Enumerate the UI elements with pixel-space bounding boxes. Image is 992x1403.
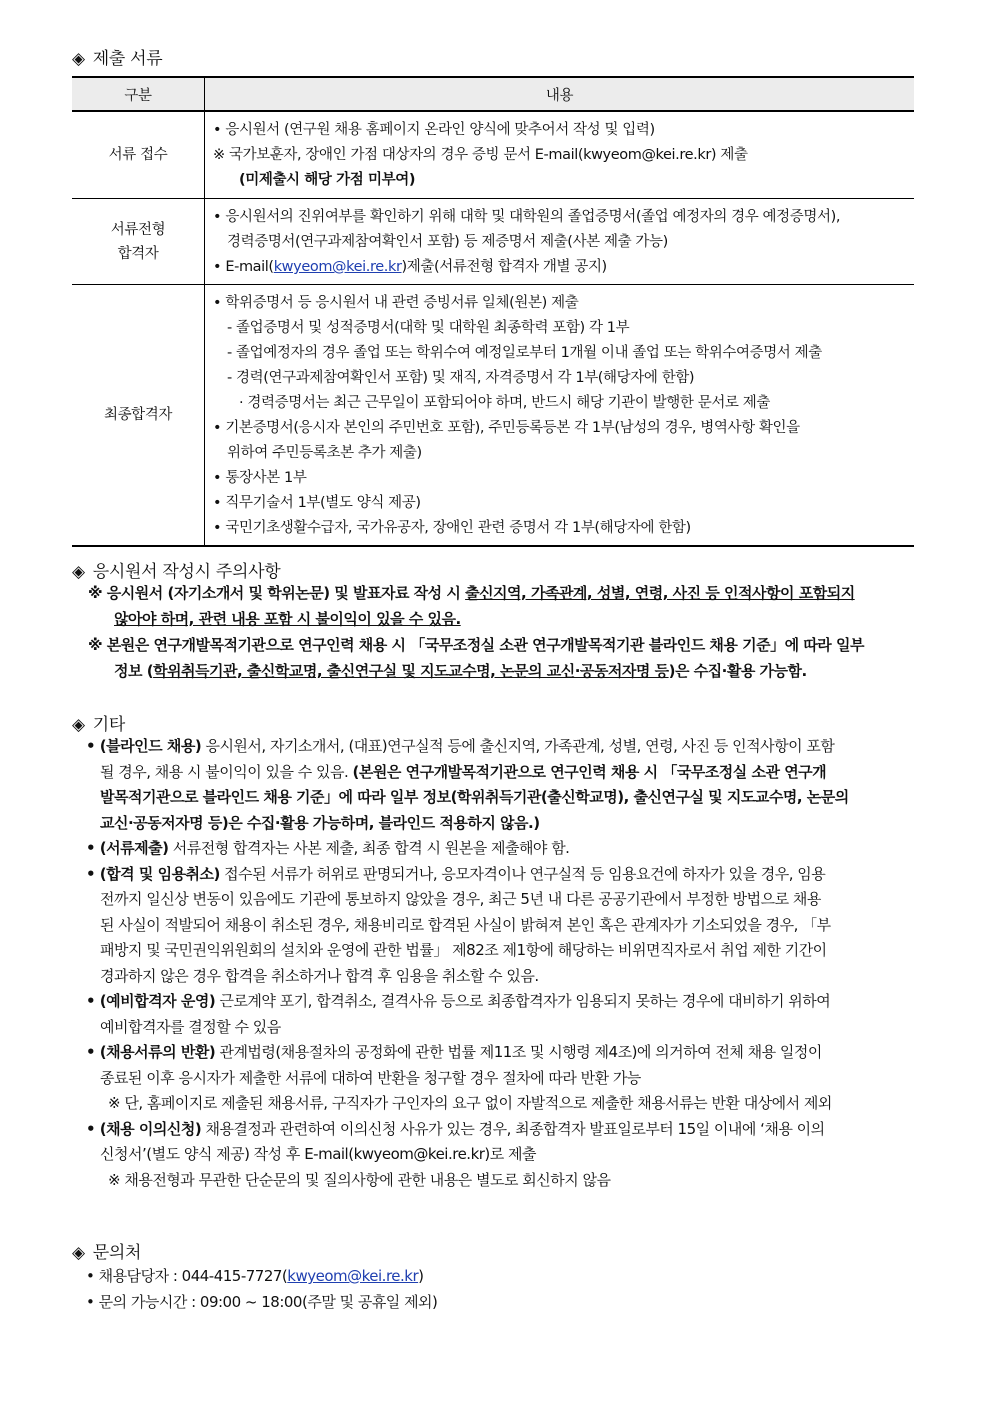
table-header-row: [72, 77, 914, 111]
row-text: )제출(서류전형 합격자 개별 공지): [401, 259, 607, 275]
etc-bold: 발목적기관으로 블라인드 채용 기준」에 따라 일부 정보(학위취득기관(출신학교명), 출신연구실 및 지도교수명, 논문의: [100, 788, 849, 806]
etc-line: [86, 760, 926, 786]
row-line: • 직무기술서 1부(별도 양식 제공): [213, 495, 421, 511]
contact-email-link[interactable]: kwyeom@kei.re.kr: [287, 1267, 419, 1285]
etc-line: [86, 913, 926, 939]
section-title-text: 기타: [92, 715, 126, 735]
row-category: 최종합격자: [72, 285, 205, 547]
etc-text: 응시원서, 자기소개서, (대표)연구실적 등에 출신지역, 가족관계, 성별, 연령, 사진 등 인적사항이 포함: [201, 737, 835, 755]
note-text: 정보 (: [114, 662, 154, 680]
row-line: • 통장사본 1부: [213, 470, 307, 486]
etc-line: [86, 964, 926, 990]
row-line: - 경력(연구과제참여확인서 포함) 및 재직, 자격증명서 각 1부(해당자에 한함): [227, 370, 695, 386]
section-title-text: 제출 서류: [92, 49, 163, 69]
etc-line: [86, 887, 926, 913]
row-line: ※ 국가보훈자, 장애인 가점 대상자의 경우 증빙 문서 E-mail(kwyeom@kei.re.kr) 제출: [213, 147, 748, 163]
note-underlined: 학위취득기관, 출신학교명, 출신연구실 및 지도교수명, 논문의 교신·공동저자명 등: [153, 662, 669, 680]
etc-line: [86, 734, 926, 760]
etc-text: 신청서’(별도 양식 제공) 작성 후 E-mail(kwyeom@kei.re.kr)로 제출: [100, 1145, 537, 1163]
note-text: )은 수집·활용 가능함.: [668, 662, 807, 680]
row-text: • E-mail(: [213, 259, 274, 275]
section-title-docs: [72, 44, 162, 69]
table-row: [72, 199, 914, 285]
etc-line: [86, 862, 926, 888]
etc-line: [86, 1066, 926, 1092]
etc-bold: (본원은 연구개발목적기관으로 연구인력 채용 시 「국무조정실 소관 연구개: [352, 762, 827, 781]
etc-line: [86, 989, 926, 1015]
etc-line: [86, 1015, 926, 1041]
etc-text: 될 경우, 채용 시 불이익이 있을 수 있음.: [100, 762, 353, 781]
etc-line: [86, 1168, 926, 1194]
etc-bold: 교신·공동저자명 등)은 수집·활용 가능하며, 블라인드 적용하지 않음.): [100, 813, 540, 832]
etc-bold: • (블라인드 채용): [86, 737, 202, 755]
etc-block: [86, 734, 926, 1193]
etc-text: ※ 채용전형과 무관한 단순문의 및 질의사항에 관한 내용은 별도로 회신하지 않음: [108, 1170, 611, 1189]
row-content: [205, 199, 915, 285]
etc-line: [86, 785, 926, 811]
etc-line: [86, 1040, 926, 1066]
section-title-contact: [72, 1238, 141, 1263]
row-line: • 국민기초생활수급자, 국가유공자, 장애인 관련 증명서 각 1부(해당자에 한함): [213, 520, 691, 536]
etc-line: [86, 1091, 926, 1117]
row-line: 위하여 주민등록초본 추가 제출): [227, 445, 422, 461]
row-line: • 응시원서 (연구원 채용 홈페이지 온라인 양식에 맞추어서 작성 및 입력): [213, 122, 655, 138]
section-title-notes: [72, 557, 280, 582]
section-title-text: 응시원서 작성시 주의사항: [92, 562, 281, 582]
diamond-icon: ◈: [72, 49, 85, 69]
row-category-line: 서류전형: [110, 221, 166, 238]
row-line: (미제출시 해당 가점 미부여): [239, 172, 416, 188]
etc-text: 패방지 및 국민권익위원회의 설치와 운영에 관한 법률」 제82조 제1항에 해당하는 비위면직자로서 취업 제한 기간이: [100, 941, 827, 959]
etc-text: 근로계약 포기, 합격취소, 결격사유 등으로 최종합격자가 임용되지 못하는 경우에 대비하기 위하여: [215, 992, 831, 1010]
etc-text: 서류전형 합격자는 사본 제출, 최종 합격 시 원본을 제출해야 함.: [168, 839, 570, 857]
table-row: [72, 111, 914, 199]
diamond-icon: ◈: [72, 562, 85, 582]
etc-bold: • (채용서류의 반환): [86, 1043, 216, 1061]
contact-line: • 문의 가능시간 : 09:00 ~ 18:00(주말 및 공휴일 제외): [86, 1292, 438, 1311]
table-header-content: 내용: [205, 77, 915, 111]
contact-text: ): [418, 1267, 424, 1285]
table-row: [72, 285, 914, 547]
note-line: [88, 580, 928, 606]
note-line: [88, 658, 928, 684]
etc-bold: • (서류제출): [86, 839, 169, 857]
etc-text: 채용결정과 관련하여 이의신청 사유가 있는 경우, 최종합격자 발표일로부터 15일 이내에 ‘채용 이의: [201, 1119, 825, 1138]
etc-text: 관계법령(채용절차의 공정화에 관한 법률 제11조 및 시행령 제4조)에 의거하여 전체 채용 일정이: [215, 1043, 822, 1061]
etc-text: 경과하지 않은 경우 합격을 취소하거나 합격 후 임용을 취소할 수 있음.: [100, 966, 539, 985]
row-category: [72, 199, 205, 285]
etc-text: 예비합격자를 결정할 수 있음: [100, 1017, 281, 1036]
row-category-line: 합격자: [117, 245, 159, 262]
note-underlined: 않아야 하며, 관련 내용 포함 시 불이익이 있을 수 있음.: [114, 610, 461, 628]
row-line: · 경력증명서는 최근 근무일이 포함되어야 하며, 반드시 해당 기관이 발행한 문서로 제출: [239, 395, 770, 411]
note-line: [88, 606, 928, 632]
etc-line: [86, 1142, 926, 1168]
etc-line: [86, 811, 926, 837]
note-text: ※ 응시원서 (자기소개서 및 학위논문) 및 발표자료 작성 시: [88, 584, 466, 602]
row-line: - 졸업예정자의 경우 졸업 또는 학위수여 예정일로부터 1개월 이내 졸업 또는 학위수여증명서 제출: [227, 345, 822, 361]
row-line: 경력증명서(연구과제참여확인서 포함) 등 제증명서 제출(사본 제출 가능): [227, 234, 668, 250]
etc-line: [86, 1117, 926, 1143]
contact-block: [86, 1264, 926, 1315]
row-content: [205, 285, 915, 547]
diamond-icon: ◈: [72, 715, 85, 735]
etc-text: 종료된 이후 응시자가 제출한 서류에 대하여 반환을 청구할 경우 절차에 따라 반환 가능: [100, 1068, 641, 1087]
row-category: 서류 접수: [72, 111, 205, 199]
etc-text: 접수된 서류가 허위로 판명되거나, 응모자격이나 연구실적 등 임용요건에 하자가 있을 경우, 임용: [219, 864, 826, 883]
row-content: [205, 111, 915, 199]
email-link[interactable]: kwyeom@kei.re.kr: [273, 259, 402, 275]
etc-bold: • (예비합격자 운영): [86, 992, 216, 1010]
etc-line: [86, 836, 926, 862]
section-title-text: 문의처: [92, 1243, 142, 1263]
row-line: [213, 255, 906, 280]
row-line: • 학위증명서 등 응시원서 내 관련 증빙서류 일체(원본) 제출: [213, 295, 579, 311]
etc-bold: • (합격 및 임용취소): [86, 864, 220, 883]
etc-text: 된 사실이 적발되어 채용이 취소된 경우, 채용비리로 합격된 사실이 밝혀져 본인 혹은 관계자가 기소되었을 경우, 「부: [100, 915, 831, 934]
section-title-etc: [72, 710, 125, 735]
note-line: ※ 본원은 연구개발목적기관으로 연구인력 채용 시 「국무조정실 소관 연구개발목적기관 블라인드 채용 기준」에 따라 일부: [88, 636, 864, 654]
etc-bold: • (채용 이의신청): [86, 1119, 202, 1138]
documents-table: [72, 76, 914, 547]
row-line: • 기본증명서(응시자 본인의 주민번호 포함), 주민등록등본 각 1부(남성의 경우, 병역사항 확인을: [213, 420, 800, 436]
note-underlined: 출신지역, 가족관계, 성별, 연령, 사진 등 인적사항이 포함되지: [465, 584, 855, 602]
etc-line: [86, 938, 926, 964]
notes-block: [88, 580, 928, 684]
row-line: • 응시원서의 진위여부를 확인하기 위해 대학 및 대학원의 졸업증명서(졸업 예정자의 경우 예정증명서),: [213, 209, 841, 225]
contact-text: • 채용담당자 : 044-415-7727(: [86, 1267, 288, 1285]
diamond-icon: ◈: [72, 1243, 85, 1263]
contact-line: [86, 1264, 926, 1290]
etc-text: 전까지 일신상 변동이 있음에도 기관에 통보하지 않았을 경우, 최근 5년 내 다른 공공기관에서 부정한 방법으로 채용: [100, 890, 821, 908]
table-header-category: 구분: [72, 77, 205, 111]
etc-text: ※ 단, 홈페이지로 제출된 채용서류, 구직자가 구인자의 요구 없이 자발적으로 제출한 채용서류는 반환 대상에서 제외: [108, 1094, 832, 1112]
row-line: - 졸업증명서 및 성적증명서(대학 및 대학원 최종학력 포함) 각 1부: [227, 320, 630, 336]
